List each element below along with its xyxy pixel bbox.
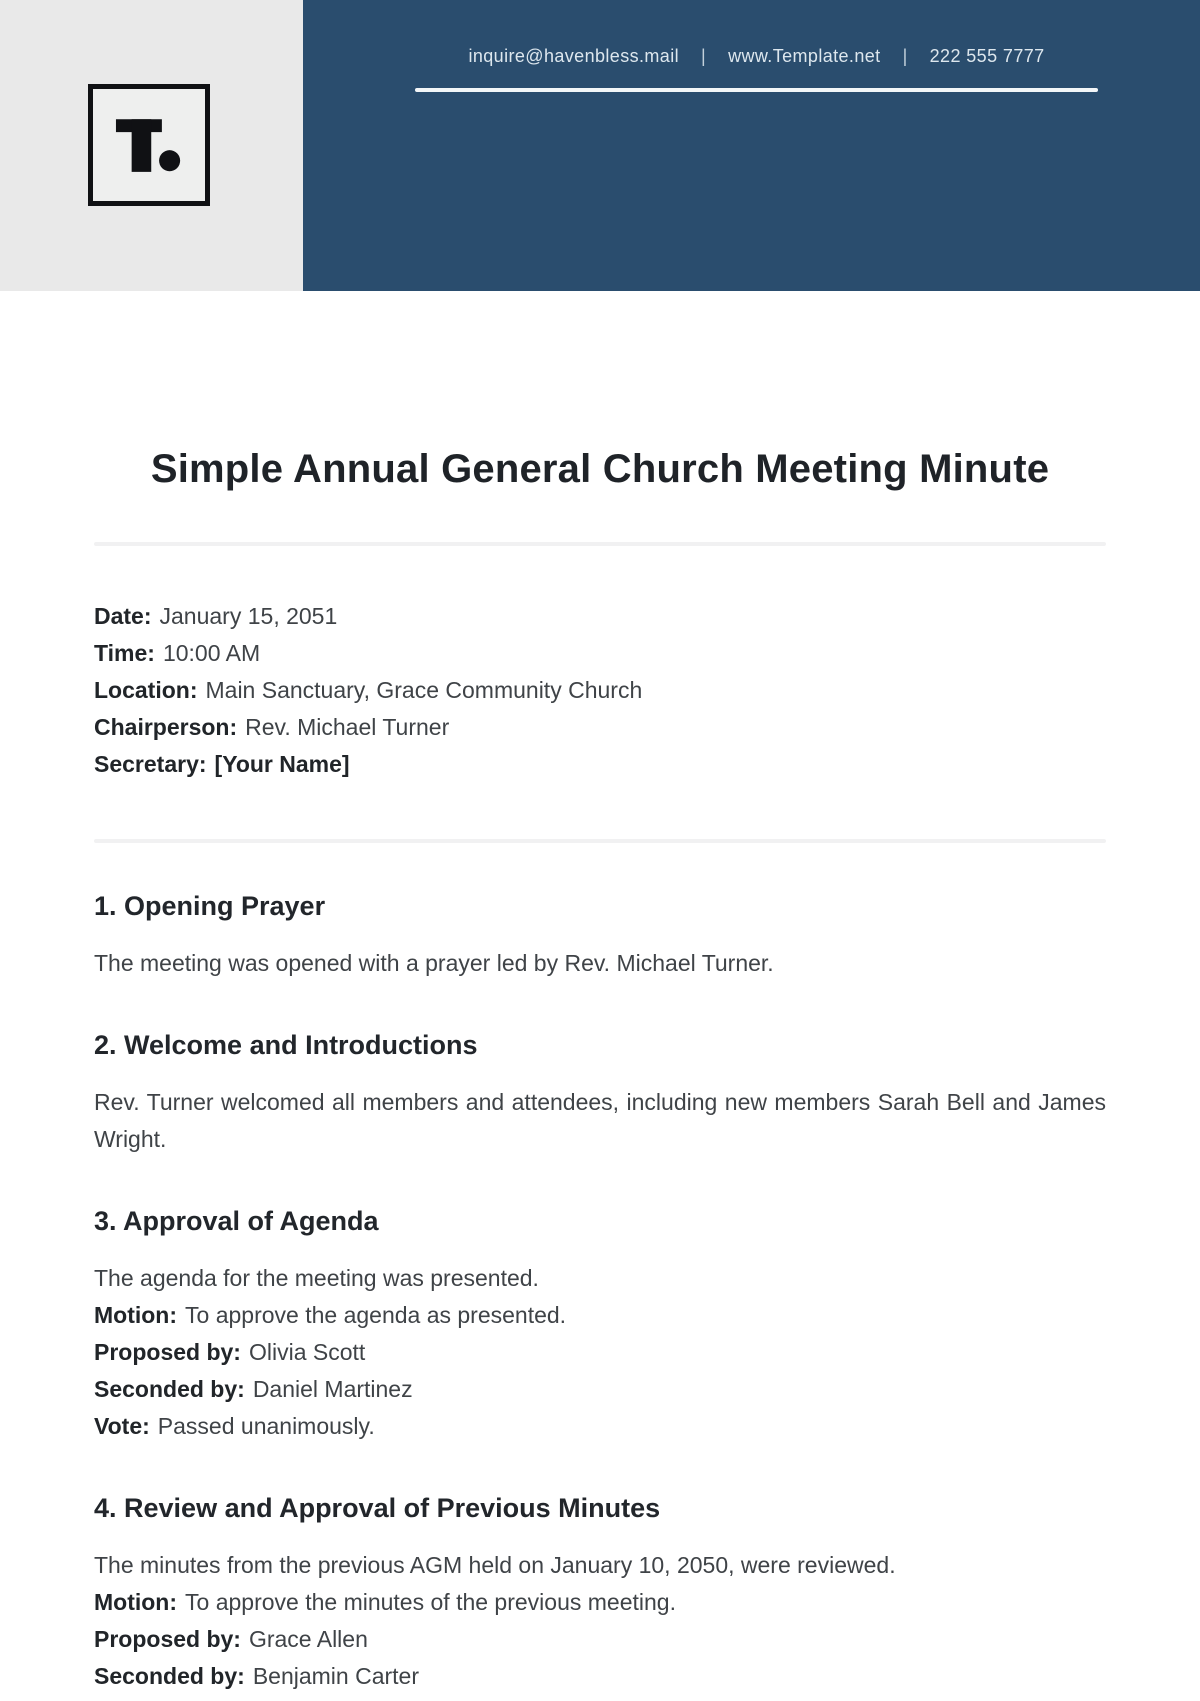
detail-seconded-by xyxy=(94,1371,1106,1408)
meta-secretary xyxy=(94,746,1106,783)
section-review-previous-minutes xyxy=(94,1491,1106,1695)
section-paragraph: Rev. Turner welcomed all members and attendees, including new members Sarah Bell and James Wright. xyxy=(94,1089,1106,1152)
section-welcome-introductions xyxy=(94,1028,1106,1158)
contact-row xyxy=(415,0,1098,68)
section-body xyxy=(94,1084,1106,1158)
header-underline xyxy=(415,88,1098,92)
meta-date xyxy=(94,598,1106,635)
detail-motion xyxy=(94,1584,1106,1621)
page-title: Simple Annual General Church Meeting Minute xyxy=(150,447,1050,491)
section-paragraph: The agenda for the meeting was presented. xyxy=(94,1265,539,1291)
section-paragraph: The minutes from the previous AGM held on January 10, 2050, were reviewed. xyxy=(94,1552,896,1578)
meeting-meta xyxy=(94,598,1106,783)
logo-text xyxy=(93,201,94,202)
detail-seconded-by xyxy=(94,1658,1106,1695)
meta-location xyxy=(94,672,1106,709)
letterhead-left-panel xyxy=(0,0,303,291)
meta-secretary-value: [Your Name] xyxy=(214,751,350,777)
meta-chairperson-value: Rev. Michael Turner xyxy=(245,714,450,740)
section-body xyxy=(94,945,1106,982)
meta-chairperson xyxy=(94,709,1106,746)
section-heading: 1. Opening Prayer xyxy=(94,891,326,921)
detail-label: Seconded by: xyxy=(94,1663,245,1689)
detail-value: Daniel Martinez xyxy=(252,1376,413,1402)
meta-secretary-label: Secretary: xyxy=(94,751,207,777)
meta-chairperson-label: Chairperson: xyxy=(94,714,238,740)
detail-label: Motion: xyxy=(94,1302,178,1328)
meta-location-label: Location: xyxy=(94,677,198,703)
meta-date-label: Date: xyxy=(94,603,152,629)
detail-value: Passed unanimously. xyxy=(157,1413,375,1439)
detail-value: To approve the minutes of the previous meeting. xyxy=(185,1589,676,1615)
section-heading: 3. Approval of Agenda xyxy=(94,1206,379,1236)
meta-date-value: January 15, 2051 xyxy=(159,603,338,629)
detail-proposed-by xyxy=(94,1621,1106,1658)
section-opening-prayer xyxy=(94,889,1106,982)
detail-proposed-by xyxy=(94,1334,1106,1371)
section-body xyxy=(94,1260,1106,1445)
detail-label: Seconded by: xyxy=(94,1376,245,1402)
section-paragraph: The meeting was opened with a prayer led by Rev. Michael Turner. xyxy=(94,950,774,976)
meta-location-value: Main Sanctuary, Grace Community Church xyxy=(205,677,643,703)
section-heading: 4. Review and Approval of Previous Minutes xyxy=(94,1493,661,1523)
contact-email: inquire@havenbless.mail xyxy=(468,46,680,66)
section-approval-of-agenda xyxy=(94,1204,1106,1445)
section-heading: 2. Welcome and Introductions xyxy=(94,1030,478,1060)
detail-label: Proposed by: xyxy=(94,1626,241,1652)
title-divider xyxy=(94,542,1106,546)
detail-value: Olivia Scott xyxy=(248,1339,366,1365)
detail-value: Benjamin Carter xyxy=(252,1663,419,1689)
logo-t-icon xyxy=(93,89,205,201)
meta-divider xyxy=(94,839,1106,843)
meta-time-value: 10:00 AM xyxy=(162,640,261,666)
document-body xyxy=(0,446,1200,1695)
detail-label: Motion: xyxy=(94,1589,178,1615)
detail-value: To approve the agenda as presented. xyxy=(185,1302,567,1328)
meta-time-label: Time: xyxy=(94,640,155,666)
detail-value: Grace Allen xyxy=(248,1626,368,1652)
meta-time xyxy=(94,635,1106,672)
letterhead xyxy=(0,0,1200,291)
brand-logo xyxy=(88,84,210,206)
letterhead-banner xyxy=(303,0,1200,291)
contact-phone: 222 555 7777 xyxy=(929,46,1045,66)
contact-separator: | xyxy=(902,46,908,66)
banner-inner xyxy=(415,0,1098,92)
contact-website: www.Template.net xyxy=(728,46,881,66)
detail-motion xyxy=(94,1297,1106,1334)
detail-label: Proposed by: xyxy=(94,1339,241,1365)
detail-label: Vote: xyxy=(94,1413,150,1439)
detail-vote xyxy=(94,1408,1106,1445)
section-body xyxy=(94,1547,1106,1695)
contact-separator: | xyxy=(701,46,707,66)
